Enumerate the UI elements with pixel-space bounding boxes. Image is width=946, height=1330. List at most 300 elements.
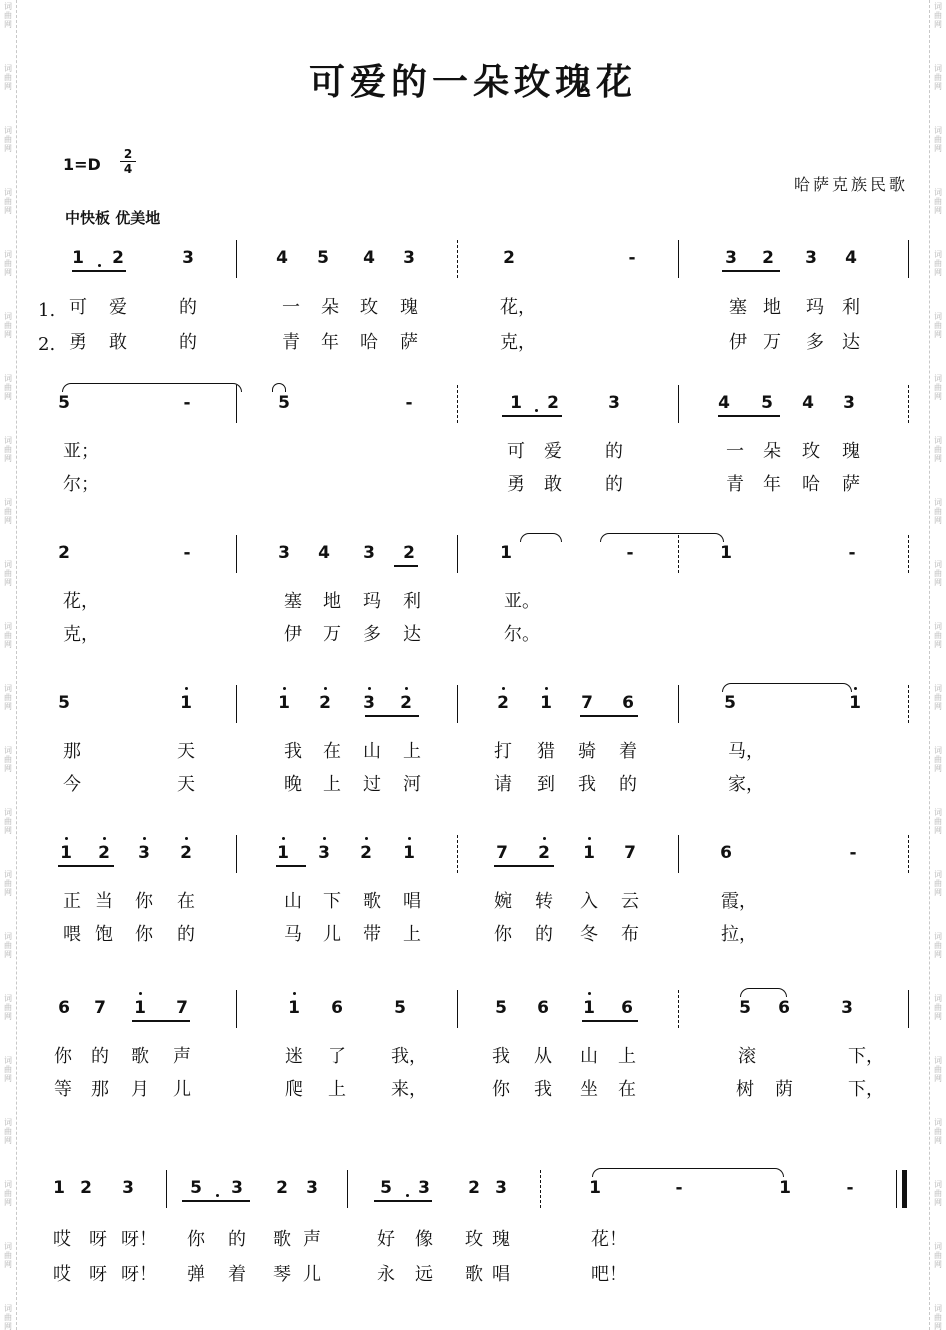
note: 5 (495, 998, 507, 1018)
lyric-verse-2: 的 (535, 924, 553, 945)
note: - (183, 543, 191, 563)
watermark-text: 词 曲 网 (934, 684, 942, 711)
lyric-verse-1: 瑰 (400, 297, 418, 318)
barline (347, 1170, 348, 1208)
watermark-text: 词 曲 网 (4, 622, 12, 649)
watermark-text: 词 曲 网 (934, 1180, 942, 1207)
lyric-verse-2: 尔。 (504, 624, 540, 645)
beam-underline (72, 270, 126, 272)
watermark-text: 词 曲 网 (4, 1118, 12, 1145)
tempo-marking: 中快板 优美地 (65, 209, 161, 227)
lyric-verse-1: 呀 (89, 1229, 107, 1250)
note: 1 (53, 1178, 65, 1198)
lyric-verse-1: 你 (54, 1046, 72, 1067)
note: - (849, 843, 857, 863)
lyric-verse-2: 萨 (842, 474, 860, 495)
lyric-verse-2: 请 (494, 774, 512, 795)
lyric-verse-2: 荫 (775, 1079, 793, 1100)
lyric-verse-1: 玫 (465, 1229, 483, 1250)
lyric-verse-2: 拉， (721, 924, 757, 945)
beam-underline (582, 1020, 638, 1022)
lyric-verse-1: 的 (228, 1229, 246, 1250)
note: 2 (180, 843, 192, 863)
lyric-verse-1: 山 (284, 891, 302, 912)
note: 1 (779, 1178, 791, 1198)
lyric-verse-2: 萨 (400, 332, 418, 353)
lyric-verse-1: 一 (282, 297, 300, 318)
lyric-verse-2: 的 (605, 474, 623, 495)
octave-dot (139, 992, 142, 995)
lyric-verse-1: 玫 (360, 297, 378, 318)
lyric-verse-2: 今 (63, 774, 81, 795)
watermark-text: 词 曲 网 (4, 64, 12, 91)
barline (457, 535, 458, 573)
lyric-verse-1: 骑 (578, 741, 596, 762)
watermark-text: 词 曲 网 (934, 1118, 942, 1145)
note: 2 (360, 843, 372, 863)
note: 3 (138, 843, 150, 863)
lyric-verse-2: 来， (391, 1079, 427, 1100)
octave-dot (543, 837, 546, 840)
lyric-verse-1: 朵 (321, 297, 339, 318)
note: 1 (60, 843, 72, 863)
lyric-verse-2: 哈 (802, 474, 820, 495)
lyric-verse-1: 天 (177, 741, 195, 762)
note: 3 (403, 248, 415, 268)
lyric-verse-2: 我 (578, 774, 596, 795)
note: 6 (331, 998, 343, 1018)
beam-underline (58, 865, 114, 867)
tie-slur (272, 383, 286, 392)
note: 1 (500, 543, 512, 563)
time-signature-top: 2 (123, 147, 133, 161)
watermark-text: 词 曲 网 (934, 746, 942, 773)
lyric-verse-2: 河 (403, 774, 421, 795)
note: - (405, 393, 413, 413)
watermark-text: 词 曲 网 (4, 684, 12, 711)
watermark-text: 词 曲 网 (934, 1242, 942, 1269)
lyric-verse-1: 地 (323, 591, 341, 612)
note: 2 (503, 248, 515, 268)
barline (908, 835, 909, 873)
lyric-verse-2: 你 (135, 924, 153, 945)
octave-dot (405, 687, 408, 690)
lyric-verse-2: 年 (321, 332, 339, 353)
lyric-verse-2: 吧！ (591, 1264, 627, 1285)
watermark-text: 词 曲 网 (934, 560, 942, 587)
lyric-verse-1: 地 (763, 297, 781, 318)
lyric-verse-1: 在 (323, 741, 341, 762)
octave-dot (65, 837, 68, 840)
barline (540, 1170, 541, 1208)
lyric-verse-1: 我 (284, 741, 302, 762)
lyric-verse-1: 云 (621, 891, 639, 912)
note: - (183, 393, 191, 413)
lyric-verse-2: 克， (500, 332, 536, 353)
note: 3 (306, 1178, 318, 1198)
octave-dot (365, 837, 368, 840)
lyric-verse-2: 冬 (580, 924, 598, 945)
note: 1 (277, 843, 289, 863)
beam-underline (132, 1020, 190, 1022)
lyric-verse-1: 歌 (363, 891, 381, 912)
note: 7 (176, 998, 188, 1018)
octave-dot (545, 687, 548, 690)
lyric-verse-1: 那 (63, 741, 81, 762)
barline (236, 990, 237, 1028)
lyric-verse-2: 达 (403, 624, 421, 645)
lyric-verse-2: 青 (282, 332, 300, 353)
barline (457, 990, 458, 1028)
lyric-verse-1: 玫 (802, 441, 820, 462)
note: 2 (547, 393, 559, 413)
lyric-verse-2: 你 (494, 924, 512, 945)
lyric-verse-2: 永 (377, 1264, 395, 1285)
watermark-text: 词 曲 网 (934, 312, 942, 339)
octave-dot (103, 837, 106, 840)
lyric-verse-1: 的 (91, 1046, 109, 1067)
beam-underline (276, 865, 306, 867)
barline (908, 240, 909, 278)
octave-dot (502, 687, 505, 690)
song-title: 可爱的一朵玫瑰花 (308, 61, 637, 103)
note: 1 (72, 248, 84, 268)
beam-underline (580, 715, 638, 717)
lyric-verse-1: 在 (177, 891, 195, 912)
note: 1 (180, 693, 192, 713)
note: 2 (276, 1178, 288, 1198)
lyric-verse-2: 克， (63, 624, 99, 645)
octave-dot (283, 687, 286, 690)
lyric-verse-2: 年 (763, 474, 781, 495)
note: - (846, 1178, 854, 1198)
note: - (848, 543, 856, 563)
verse-label: 1. (38, 300, 56, 321)
note: 1 (583, 843, 595, 863)
lyric-verse-2: 你 (492, 1079, 510, 1100)
lyric-verse-1: 打 (494, 741, 512, 762)
note: 3 (843, 393, 855, 413)
lyric-verse-2: 树 (736, 1079, 754, 1100)
note: 6 (622, 693, 634, 713)
lyric-verse-2: 达 (842, 332, 860, 353)
note: 2 (762, 248, 774, 268)
octave-dot (588, 992, 591, 995)
lyric-verse-2: 万 (323, 624, 341, 645)
watermark-text: 词 曲 网 (4, 746, 12, 773)
barline (236, 535, 237, 573)
note: 1 (720, 543, 732, 563)
lyric-verse-1: 一 (726, 441, 744, 462)
note: 5 (58, 693, 70, 713)
note: 1 (288, 998, 300, 1018)
note: 3 (841, 998, 853, 1018)
barline (896, 1170, 897, 1208)
lyric-verse-1: 上 (403, 741, 421, 762)
lyric-verse-1: 马， (728, 741, 764, 762)
note: 5 (394, 998, 406, 1018)
lyric-verse-1: 花， (500, 297, 536, 318)
note: - (628, 248, 636, 268)
lyric-verse-1: 山 (580, 1046, 598, 1067)
barline (236, 685, 237, 723)
tie-slur (592, 1168, 784, 1177)
watermark-text: 词 曲 网 (4, 560, 12, 587)
music-system (0, 1170, 946, 1310)
beam-underline (722, 270, 780, 272)
tie-slur (520, 533, 562, 542)
lyric-verse-2: 伊 (284, 624, 302, 645)
barline (678, 685, 679, 723)
note: 1 (589, 1178, 601, 1198)
barline (457, 685, 458, 723)
lyric-verse-2: 儿 (323, 924, 341, 945)
lyric-verse-2: 上 (323, 774, 341, 795)
lyric-verse-2: 哈 (360, 332, 378, 353)
note: 1 (583, 998, 595, 1018)
note: 3 (318, 843, 330, 863)
lyric-verse-1: 唱 (403, 891, 421, 912)
augmentation-dot (98, 264, 101, 267)
lyric-verse-2: 的 (179, 332, 197, 353)
note: 7 (624, 843, 636, 863)
note: 2 (497, 693, 509, 713)
lyric-verse-1: 转 (535, 891, 553, 912)
tie-slur (722, 683, 852, 692)
lyric-verse-1: 朵 (763, 441, 781, 462)
lyric-verse-1: 像 (415, 1229, 433, 1250)
note: 3 (805, 248, 817, 268)
lyric-verse-1: 滚 (738, 1046, 756, 1067)
lyric-verse-2: 等 (54, 1079, 72, 1100)
music-system (0, 535, 946, 675)
lyric-verse-1: 歌 (273, 1229, 291, 1250)
watermark-text: 词 曲 网 (934, 870, 942, 897)
note: 1 (849, 693, 861, 713)
note: 3 (363, 693, 375, 713)
note: 5 (761, 393, 773, 413)
tie-slur (62, 383, 242, 392)
music-system (0, 835, 946, 975)
lyric-verse-1: 呀！ (121, 1229, 157, 1250)
lyric-verse-1: 上 (618, 1046, 636, 1067)
note: 7 (496, 843, 508, 863)
lyric-verse-2: 勇 (69, 332, 87, 353)
note: 5 (317, 248, 329, 268)
lyric-verse-2: 晚 (284, 774, 302, 795)
lyric-verse-2: 唱 (492, 1264, 510, 1285)
watermark-text: 词 曲 网 (934, 64, 942, 91)
lyric-verse-1: 歌 (131, 1046, 149, 1067)
lyric-verse-2: 马 (284, 924, 302, 945)
lyric-verse-2: 弹 (187, 1264, 205, 1285)
note: 3 (182, 248, 194, 268)
note: 3 (278, 543, 290, 563)
note: 2 (400, 693, 412, 713)
lyric-verse-1: 我 (492, 1046, 510, 1067)
augmentation-dot (216, 1194, 219, 1197)
octave-dot (854, 687, 857, 690)
barline (908, 535, 909, 573)
watermark-text: 词 曲 网 (4, 126, 12, 153)
lyric-verse-2: 下， (848, 1079, 884, 1100)
barline (678, 240, 679, 278)
lyric-verse-1: 可 (69, 297, 87, 318)
lyric-verse-1: 你 (187, 1229, 205, 1250)
lyric-verse-2: 饱 (95, 924, 113, 945)
lyric-verse-1: 爱 (544, 441, 562, 462)
barline (678, 835, 679, 873)
watermark-text: 词 曲 网 (934, 250, 942, 277)
watermark-text: 词 曲 网 (4, 188, 12, 215)
lyric-verse-2: 在 (618, 1079, 636, 1100)
lyric-verse-2: 爬 (285, 1079, 303, 1100)
note: 2 (98, 843, 110, 863)
barline (166, 1170, 167, 1208)
lyric-verse-1: 的 (179, 297, 197, 318)
watermark-text: 词 曲 网 (934, 2, 942, 29)
lyric-verse-2: 多 (806, 332, 824, 353)
lyric-verse-1: 迷 (285, 1046, 303, 1067)
octave-dot (323, 837, 326, 840)
lyric-verse-2: 尔； (63, 474, 99, 495)
watermark-text: 词 曲 网 (4, 994, 12, 1021)
note: 5 (739, 998, 751, 1018)
barline (236, 240, 237, 278)
watermark-text: 词 曲 网 (4, 1304, 12, 1330)
lyric-verse-1: 玛 (806, 297, 824, 318)
note: 2 (58, 543, 70, 563)
note: 1 (540, 693, 552, 713)
final-barline (902, 1170, 907, 1208)
beam-underline (182, 1200, 250, 1202)
lyric-verse-1: 下， (848, 1046, 884, 1067)
note: 6 (778, 998, 790, 1018)
note: 2 (80, 1178, 92, 1198)
lyric-verse-1: 着 (619, 741, 637, 762)
watermark-text: 词 曲 网 (4, 374, 12, 401)
lyric-verse-1: 塞 (729, 297, 747, 318)
note: 5 (58, 393, 70, 413)
note: 5 (724, 693, 736, 713)
note: 6 (621, 998, 633, 1018)
beam-underline (365, 715, 419, 717)
lyric-verse-2: 远 (415, 1264, 433, 1285)
lyric-verse-2: 坐 (580, 1079, 598, 1100)
lyric-verse-2: 喂 (63, 924, 81, 945)
note: 5 (190, 1178, 202, 1198)
lyric-verse-2: 上 (328, 1079, 346, 1100)
lyric-verse-2: 呀 (89, 1264, 107, 1285)
lyric-verse-1: 亚。 (504, 591, 540, 612)
note: 7 (94, 998, 106, 1018)
note: 3 (725, 248, 737, 268)
note: 4 (363, 248, 375, 268)
lyric-verse-2: 带 (363, 924, 381, 945)
lyric-verse-1: 哎 (53, 1229, 71, 1250)
note: 1 (134, 998, 146, 1018)
time-signature (120, 147, 136, 176)
lyric-verse-2: 的 (177, 924, 195, 945)
lyric-verse-1: 猎 (537, 741, 555, 762)
beam-underline (502, 415, 562, 417)
lyric-verse-1: 正 (63, 891, 81, 912)
lyric-verse-2: 天 (177, 774, 195, 795)
barline (457, 385, 458, 423)
lyric-verse-2: 伊 (729, 332, 747, 353)
lyric-verse-1: 利 (403, 591, 421, 612)
lyric-verse-1: 利 (842, 297, 860, 318)
lyric-verse-2: 过 (363, 774, 381, 795)
watermark-text: 词 曲 网 (934, 1056, 942, 1083)
note: 2 (538, 843, 550, 863)
note: 4 (318, 543, 330, 563)
lyric-verse-1: 下 (323, 891, 341, 912)
lyric-verse-2: 敢 (544, 474, 562, 495)
note: 2 (403, 543, 415, 563)
lyric-verse-1: 的 (605, 441, 623, 462)
lyric-verse-1: 入 (580, 891, 598, 912)
barline (678, 385, 679, 423)
lyric-verse-1: 瑰 (492, 1229, 510, 1250)
lyric-verse-1: 爱 (109, 297, 127, 318)
note: - (675, 1178, 683, 1198)
lyric-verse-1: 当 (95, 891, 113, 912)
augmentation-dot (406, 1194, 409, 1197)
octave-dot (185, 687, 188, 690)
note: 1 (278, 693, 290, 713)
note: 3 (363, 543, 375, 563)
music-system (0, 685, 946, 825)
lyric-verse-1: 霞， (721, 891, 757, 912)
octave-dot (324, 687, 327, 690)
lyric-verse-1: 玛 (363, 591, 381, 612)
watermark-text: 词 曲 网 (934, 436, 942, 463)
watermark-text: 词 曲 网 (4, 250, 12, 277)
note: - (626, 543, 634, 563)
lyric-verse-1: 塞 (284, 591, 302, 612)
note: 4 (802, 393, 814, 413)
lyric-verse-1: 了 (328, 1046, 346, 1067)
lyric-verse-2: 月 (131, 1079, 149, 1100)
beam-underline (718, 415, 780, 417)
lyric-verse-1: 花！ (591, 1229, 627, 1250)
barline (908, 385, 909, 423)
watermark-text: 词 曲 网 (4, 1180, 12, 1207)
note: 6 (58, 998, 70, 1018)
lyric-verse-1: 花， (63, 591, 99, 612)
watermark-text: 词 曲 网 (934, 374, 942, 401)
watermark-text: 词 曲 网 (934, 808, 942, 835)
watermark-text: 词 曲 网 (934, 1304, 942, 1330)
watermark-text: 词 曲 网 (934, 932, 942, 959)
note: 3 (418, 1178, 430, 1198)
note: 2 (319, 693, 331, 713)
augmentation-dot (535, 409, 538, 412)
lyric-verse-1: 声 (173, 1046, 191, 1067)
watermark-text: 词 曲 网 (4, 1056, 12, 1083)
octave-dot (408, 837, 411, 840)
watermark-text: 词 曲 网 (4, 436, 12, 463)
note: 2 (468, 1178, 480, 1198)
lyric-verse-1: 声 (303, 1229, 321, 1250)
watermark-text: 词 曲 网 (4, 870, 12, 897)
lyric-verse-2: 歌 (465, 1264, 483, 1285)
barline (908, 685, 909, 723)
lyric-verse-1: 瑰 (842, 441, 860, 462)
watermark-text: 词 曲 网 (934, 498, 942, 525)
key-signature: 1=D (63, 155, 101, 174)
